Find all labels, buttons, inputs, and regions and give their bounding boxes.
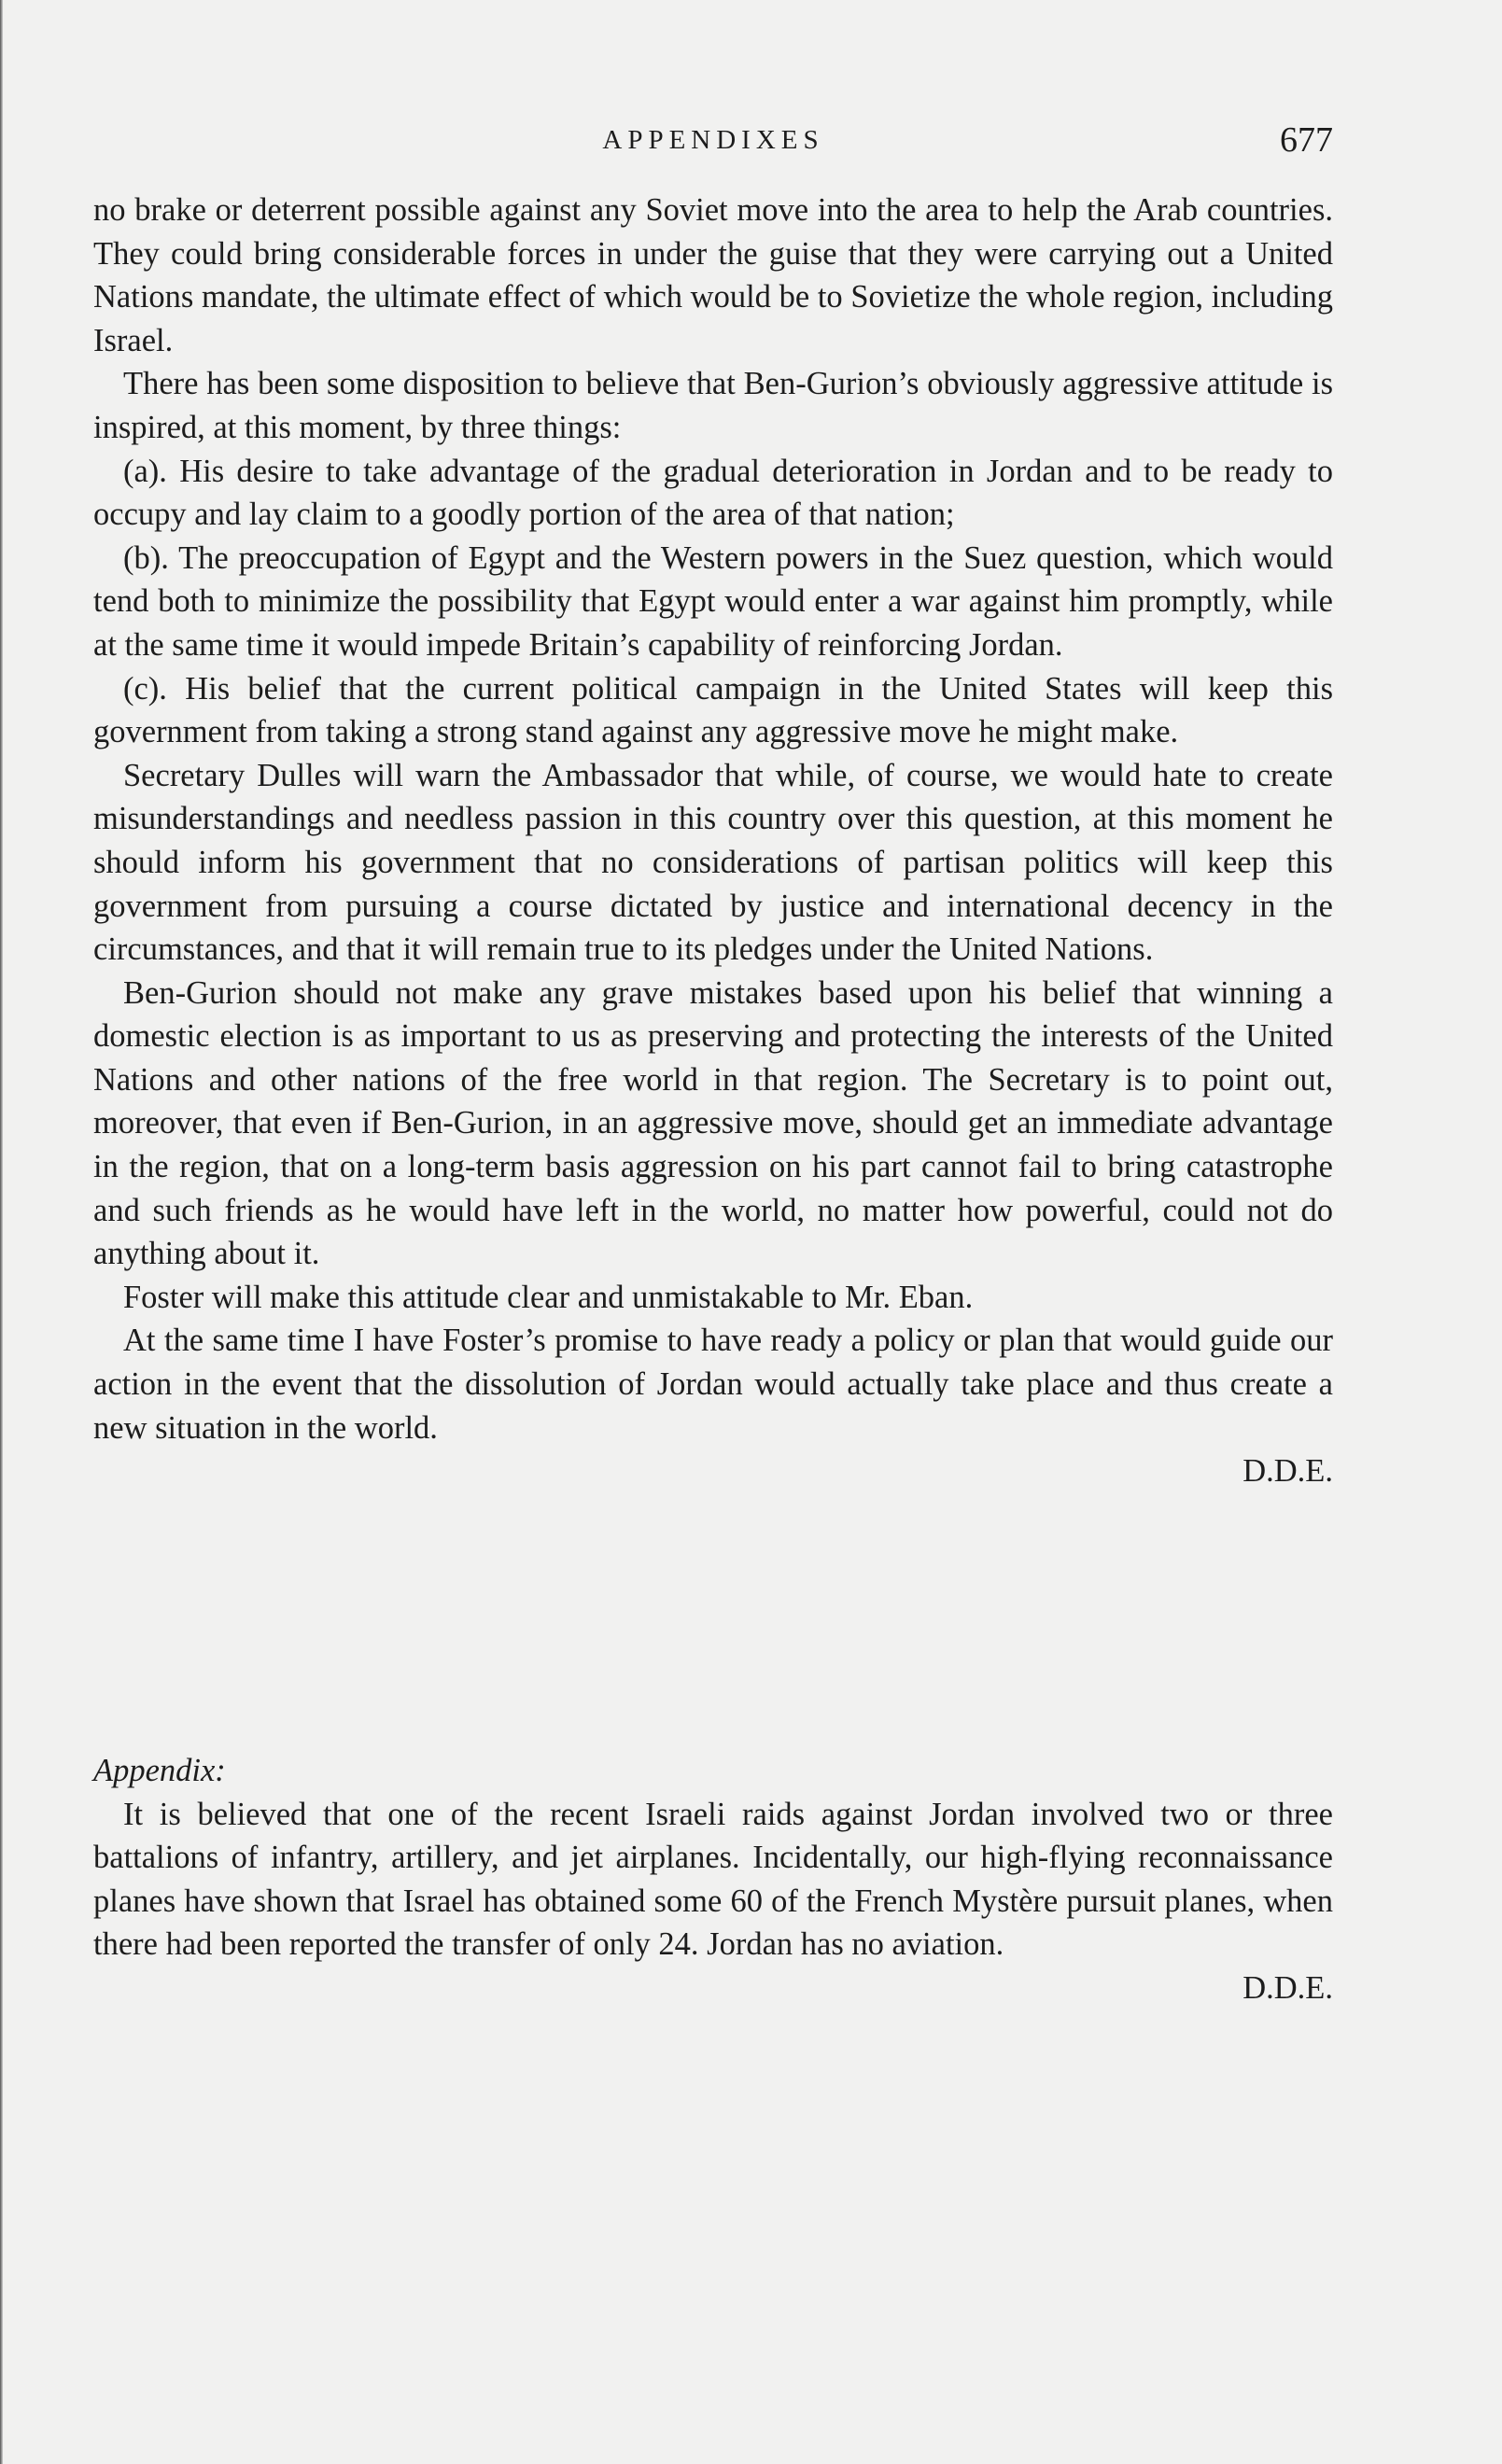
running-head: [93, 119, 1333, 166]
appendix-signature-initials: D.D.E.: [1242, 1969, 1333, 2006]
appendix-paragraph: It is believed that one of the recent Israeli raids against Jordan involved two or three battalions of infantry, artillery, and jet airplanes. Incidentally, our high-flying reconnaissance planes have shown that Israel has obtained some 60 of the French Mystère pursuit planes, when there had been reported the transfer of only 24. Jordan has no aviation.: [93, 1796, 1333, 1963]
appendix-section: [93, 1749, 1333, 2010]
paragraph-foster-promise: At the same time I have Foster’s promise to have ready a policy or plan that would guide our action in the event that the dissolution of Jordan would actually take place and thus create a new situation in the world.: [93, 1323, 1333, 1446]
appendix-heading: Appendix:: [93, 1753, 226, 1788]
paragraph-ben-gurion: Ben-Gurion should not make any grave mistakes based upon his belief that winning a domestic election is as important to us as preserving and protecting the interests of the United Nations and other nations of the free world in that region. The Secretary is to point out, moreover, that even if Ben-Gurion, in an aggressive move, should get an immediate advantage in the region, that on a long-term basis aggression on his part cannot fail to bring catastrophe and such friends as he would have left in the world, no matter how powerful, could not do anything about it.: [93, 974, 1333, 1272]
paragraph-disposition: There has been some disposition to believe that Ben-Gurion’s obviously aggressive attitude is inspired, at this moment, by three things:: [93, 366, 1333, 445]
running-title: APPENDIXES: [602, 125, 824, 155]
page-number: 677: [1280, 120, 1333, 160]
page-binding-edge: [0, 0, 3, 2464]
paragraph-continuation: no brake or deterrent possible against any Soviet move into the area to help the Arab countries. They could bring considerable forces in under the guise that they were carrying out a United Nations mandate, the ultimate effect of which would be to Sovietize the whole region, including Israel.: [93, 192, 1333, 358]
paragraph-foster-eban: Foster will make this attitude clear and unmistakable to Mr. Eban.: [123, 1279, 974, 1315]
signature-initials: D.D.E.: [1242, 1453, 1333, 1490]
main-body-text: [93, 189, 1333, 1493]
paragraph-point-c: (c). His belief that the current political campaign in the United States will keep this government from taking a strong stand against any aggressive move he might make.: [93, 670, 1333, 750]
paragraph-dulles-warning: Secretary Dulles will warn the Ambassador that while, of course, we would hate to create misunderstandings and needless passion in this country over this question, at this moment he should inform his government that no considerations of partisan politics will keep this government from pursuing a course dictated by justice and international decency in the circumstances, and that it will remain true to its pledges under the United Nations.: [93, 757, 1333, 968]
paragraph-point-a: (a). His desire to take advantage of the gradual deterioration in Jordan and to be ready to occupy and lay claim to a goodly portion of the area of that nation;: [93, 453, 1333, 533]
paragraph-point-b: (b). The preoccupation of Egypt and the Western powers in the Suez question, which would tend both to minimize the possibility that Egypt would enter a war against him promptly, while at the same time it would impede Britain’s capability of reinforcing Jordan.: [93, 539, 1333, 663]
